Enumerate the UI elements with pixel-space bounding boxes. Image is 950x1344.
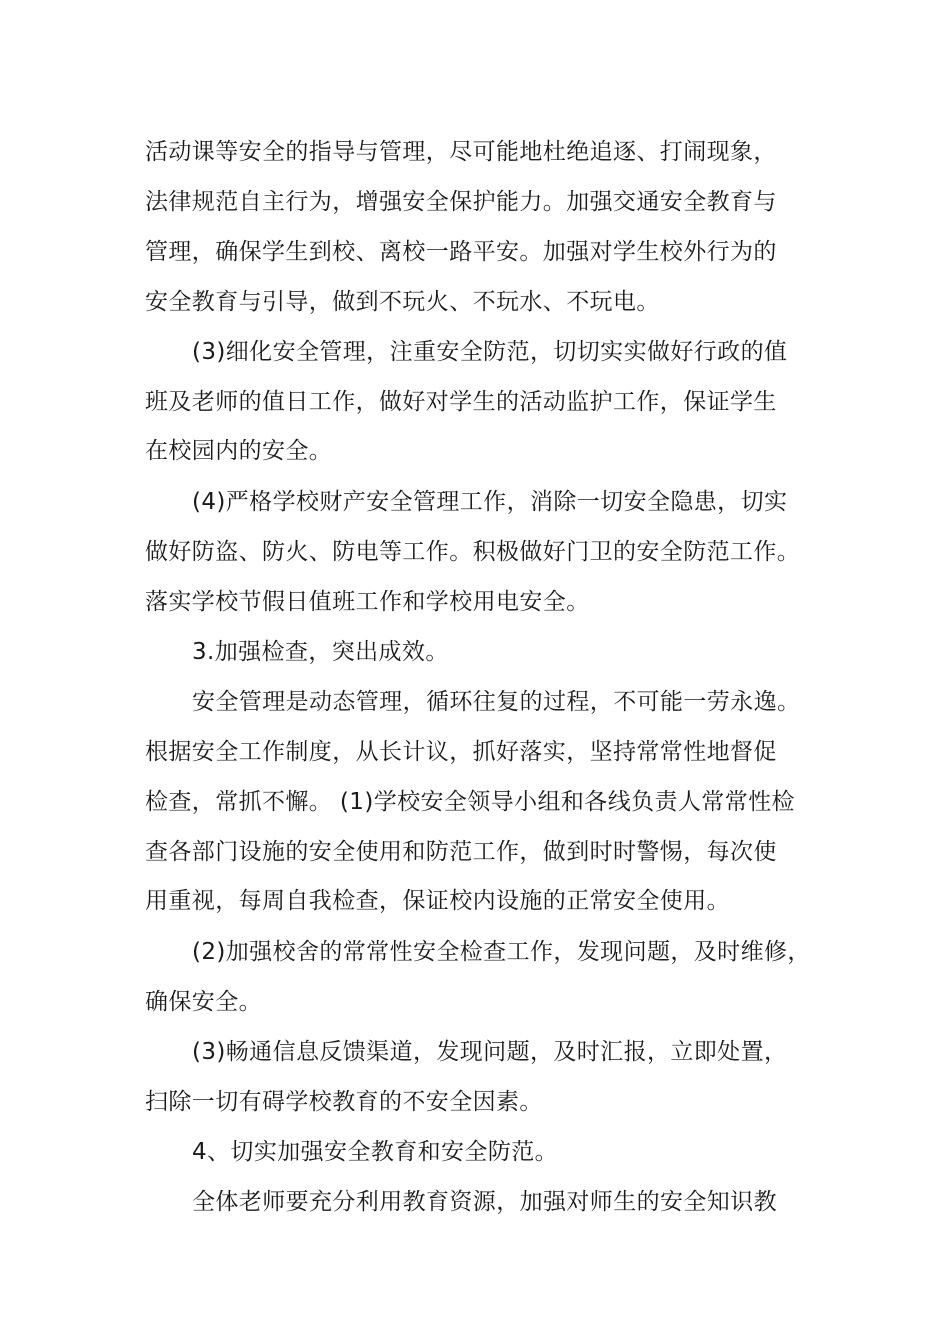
text-line: 查各部门设施的安全使用和防范工作，做到时时警惕，每次使 — [145, 839, 777, 865]
section-heading: 3.加强检查，突出成效。 — [192, 639, 449, 665]
text-line: (2)加强校舍的常常性安全检查工作，发现问题，及时维修， — [192, 939, 811, 965]
text-line: (3)细化安全管理，注重安全防范，切切实实做好行政的值 — [192, 339, 788, 365]
text-line: 班及老师的值日工作，做好对学生的活动监护工作，保证学生 — [145, 389, 777, 415]
section-heading: 4、切实加强安全教育和安全防范。 — [192, 1139, 559, 1165]
text-line: 扫除一切有碍学校教育的不安全因素。 — [145, 1089, 543, 1115]
text-line: (3)畅通信息反馈渠道，发现问题，及时汇报，立即处置， — [192, 1039, 788, 1065]
text-line: 落实学校节假日值班工作和学校用电安全。 — [145, 589, 590, 615]
text-line: 安全教育与引导，做到不玩火、不玩水、不玩电。 — [145, 289, 660, 315]
text-line: 管理，确保学生到校、离校一路平安。加强对学生校外行为的 — [145, 239, 777, 265]
text-line: 活动课等安全的指导与管理，尽可能地杜绝追逐、打闹现象， — [145, 139, 777, 165]
text-line: 用重视，每周自我检查，保证校内设施的正常安全使用。 — [145, 888, 730, 914]
text-line: 法律规范自主行为，增强安全保护能力。加强交通安全教育与 — [145, 189, 777, 215]
text-line: 确保安全。 — [145, 989, 262, 1015]
text-line: 做好防盗、防火、防电等工作。积极做好门卫的安全防范工作。 — [145, 539, 801, 565]
text-line: 在校园内的安全。 — [145, 438, 333, 464]
text-line: 检查，常抓不懈。 (1)学校安全领导小组和各线负责人常常性检 — [145, 789, 795, 815]
text-line: 安全管理是动态管理，循环往复的过程，不可能一劳永逸。 — [192, 689, 801, 715]
text-line: 根据安全工作制度，从长计议，抓好落实，坚持常常性地督促 — [145, 739, 777, 765]
text-line: (4)严格学校财产安全管理工作，消除一切安全隐患，切实 — [192, 489, 788, 515]
text-line: 全体老师要充分利用教育资源，加强对师生的安全知识教 — [192, 1189, 777, 1215]
